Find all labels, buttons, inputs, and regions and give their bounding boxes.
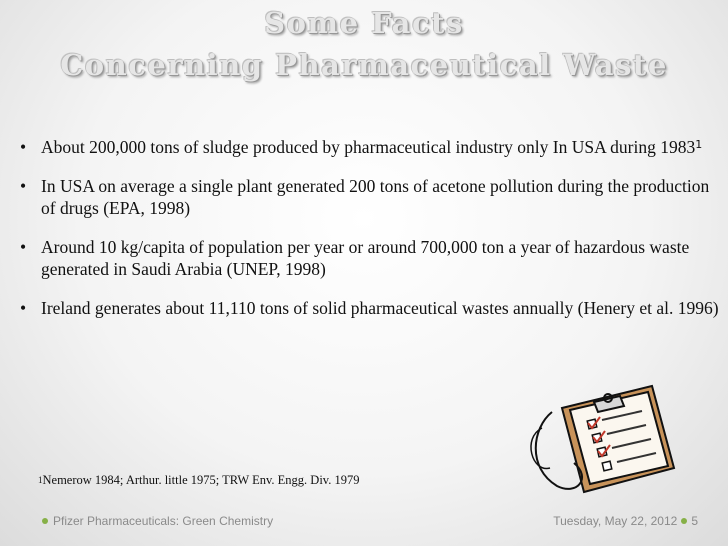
bullet-item [20,136,720,158]
bullet-text: In USA on average a single plant generated 200 tons of acetone pollution during the production of drugs (EPA, 1998) [41,176,710,218]
bullet-dot: • [20,237,27,257]
footer-date: Tuesday, May 22, 2012 [553,514,678,528]
slide-title [0,2,728,86]
bullet-superscript: 1 [695,138,703,151]
bullet-item [20,297,720,319]
bullet-item [20,175,720,219]
footnote-superscript: 1 [38,475,43,485]
footer-dot-icon [681,518,687,524]
bullet-text: Around 10 kg/capita of population per year or around 700,000 ton a year of hazardous waste generated in Saudi Arabia (UNEP, 1998) [41,237,690,279]
footnote-text: Nemerow 1984; Arthur. little 1975; TRW Env. Engg. Div. 1979 [42,473,360,487]
footer-right [553,513,698,529]
footer-left [42,513,273,529]
bullet-text: About 200,000 tons of sludge produced by pharmaceutical industry only In USA during 1983 [41,137,696,157]
bullet-dot: • [20,176,27,196]
bullet-list [20,136,720,336]
clipboard-checklist-icon [522,368,692,498]
title-line-2: Concerning Pharmaceutical Waste [60,48,668,82]
bullet-dot: • [20,298,27,318]
footnote [38,472,360,488]
bullet-item [20,236,720,280]
title-line-1: Some Facts [264,6,464,40]
footer-dot-icon [42,518,48,524]
bullet-dot: • [20,137,27,157]
footer-presentation-title: Pfizer Pharmaceuticals: Green Chemistry [53,514,274,528]
bullet-text: Ireland generates about 11,110 tons of solid pharmaceutical wastes annually (Henery et al. 1996) [41,298,719,318]
slide-number: 5 [691,514,698,528]
